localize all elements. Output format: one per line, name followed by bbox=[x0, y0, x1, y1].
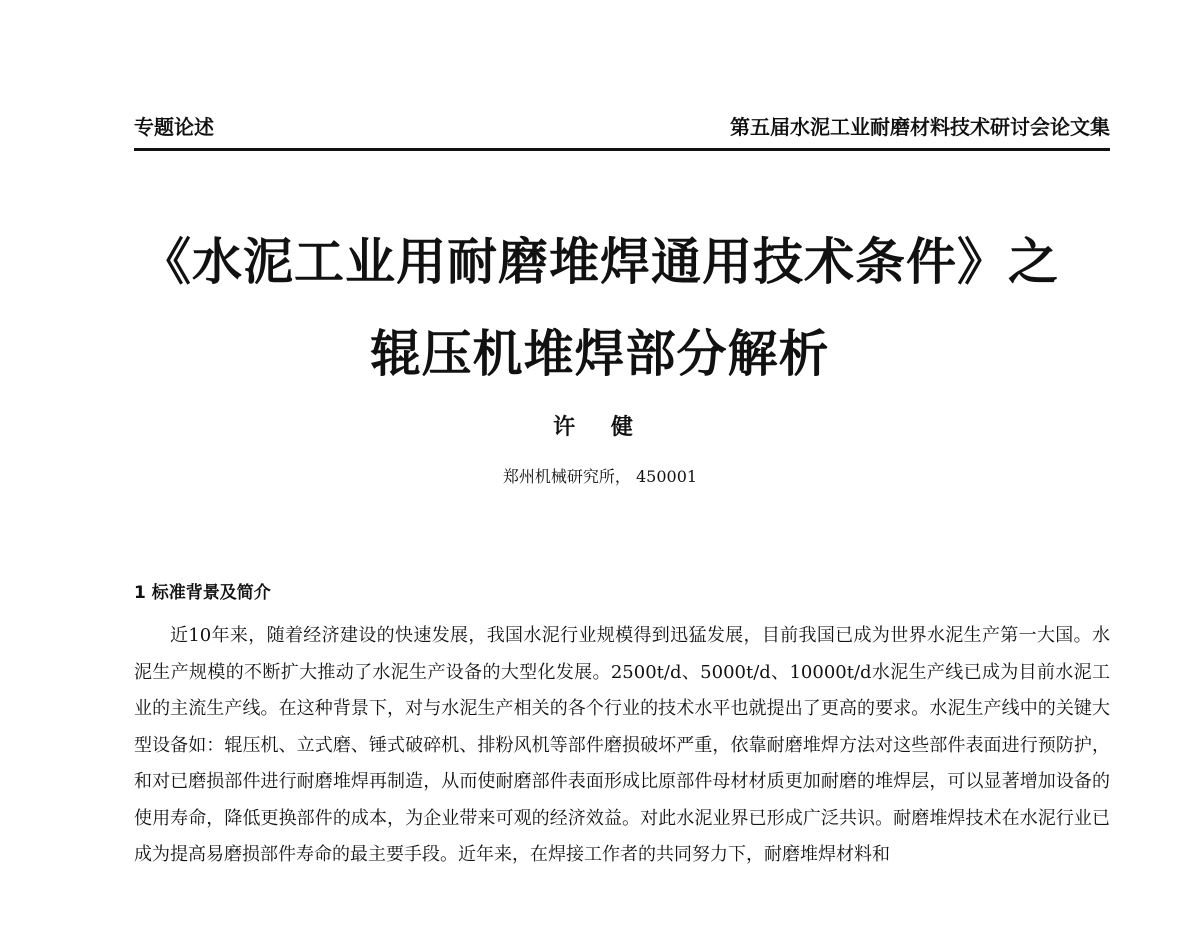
author-name: 许 健 bbox=[553, 414, 647, 440]
header-rule bbox=[134, 148, 1110, 151]
paper-title-line-2: 辊压机堆焊部分解析 bbox=[370, 324, 830, 383]
header-proceedings-title: 第五届水泥工业耐磨材料技术研讨会论文集 bbox=[730, 115, 1110, 139]
section-heading: 1 标准背景及简介 bbox=[134, 583, 271, 603]
author-affiliation: 郑州机械研究所， 450001 bbox=[502, 467, 698, 486]
header-section-label: 专题论述 bbox=[134, 115, 214, 139]
running-header bbox=[134, 112, 1110, 152]
paper-title-line-1: 《水泥工业用耐磨堆焊通用技术条件》之 bbox=[141, 232, 1059, 291]
body-paragraph: 近10年来，随着经济建设的快速发展，我国水泥行业规模得到迅猛发展，目前我国已成为世界水泥生产第一大国。水泥生产规模的不断扩大推动了水泥生产设备的大型化发展。2500t/d、5000t/d、10000t/d水泥生产线已成为目前水泥工业的主流生产线。在这种背景下，对与水泥生产相关的各个行业的技术水平也就提出了更高的要求。水泥生产线中的关键大型设备如：辊压机、立式磨、锤式破碎机、排粉风机等部件磨损破坏严重，依靠耐磨堆焊方法对这些部件表面进行预防护，和对已磨损部件进行耐磨堆焊再制造，从而使耐磨部件表面形成比原部件母材材质更加耐磨的堆焊层，可以显著增加设备的使用寿命，降低更换部件的成本，为企业带来可观的经济效益。对此水泥业界已形成广泛共识。耐磨堆焊技术在水泥行业已成为提高易磨损部件寿命的最主要手段。近年来，在焊接工作者的共同努力下，耐磨堆焊材料和 bbox=[134, 625, 1110, 865]
